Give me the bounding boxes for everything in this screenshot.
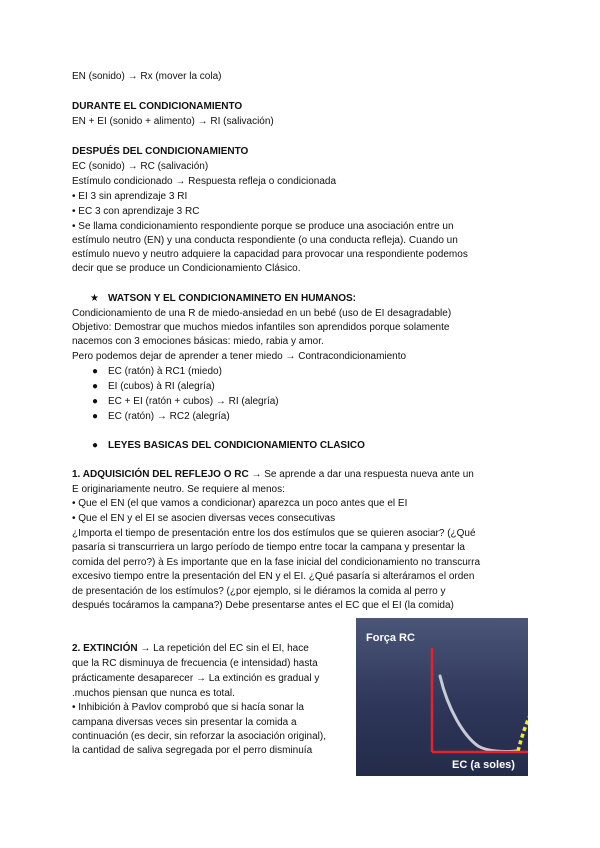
acquisition-line: después tocáramos la campana?) Debe presentarse antes el EC que el EI (la comida) (72, 600, 454, 611)
extinction-line: • Inhibición à Pavlov comprobó que si hacía sonar la (72, 702, 304, 713)
bullet-icon: ● (92, 396, 99, 407)
acquisition-line: de presentación de los estímulos? (¿por ejemplo, si le diéramos la comida al perro y (72, 586, 446, 597)
watson-line: Objetivo: Demostrar que muchos miedos infantiles son aprendidos porque solamente (72, 322, 450, 333)
laws-heading: LEYES BASICAS DEL CONDICIONAMIENTO CLASICO (108, 440, 365, 451)
extinction-figure (356, 618, 528, 776)
bullet-icon: ● (92, 381, 99, 392)
acquisition-line: comida del perro?) à Es importante que en la fase inicial del condicionamiento no transcurra (72, 557, 481, 568)
after-line: estímulo neutro (EN) y una conducta respondiente (o una conducta refleja). Cuando un (72, 235, 458, 246)
acquisition-line: pasaría si transcurriera un largo período de tiempo entre tocar la campana y presentar la (72, 542, 465, 553)
after-heading: DESPUÉS DEL CONDICIONAMIENTO (72, 146, 249, 157)
acquisition-line: • Que el EN y el EI se asocien diversas veces consecutivas (72, 513, 336, 524)
acquisition-line: excesivo tiempo entre la presentación del EN y el EI. ¿Qué pasaría si alteráramos el orden (72, 571, 475, 582)
extinction-intro: → La repetición del EC sin el EI, hace (137, 643, 309, 654)
after-line: decir que se produce un Condicionamiento Clásico. (72, 263, 301, 274)
x-axis-label: EC (a soles) (452, 759, 515, 771)
watson-line: Pero podemos dejar de aprender a tener miedo → Contracondicionamiento (72, 351, 407, 362)
extinction-line: que la RC disminuya de frecuencia (e intensidad) hasta (72, 658, 318, 669)
bullet-icon: ● (92, 366, 99, 377)
before-line: EN (sonido) → Rx (mover la cola) (72, 71, 222, 82)
extinction-heading-line (72, 642, 309, 656)
watson-bullet: EC (ratón) à RC1 (miedo) (108, 366, 222, 377)
acquisition-line: ¿Importa el tiempo de presentación entre los dos estímulos que se quieren asociar? (¿Qué (72, 528, 476, 539)
extinction-heading: 2. EXTINCIÓN (72, 643, 138, 654)
spontaneous-recovery-curve (518, 694, 528, 751)
extinction-line: campana diversas veces sin presentar la comida a (72, 717, 297, 728)
extinction-line: prácticamente desaparecer → La extinción es gradual y (72, 673, 320, 684)
acquisition-line: • Que el EN (el que vamos a condicionar) aparezca un poco antes que el EI (72, 498, 408, 509)
watson-line: nacemos con 3 emociones básicas: miedo, rabia y amor. (72, 336, 324, 347)
during-line: EN + EI (sonido + alimento) → RI (salivación) (72, 116, 274, 127)
acquisition-heading: 1. ADQUISICIÓN DEL REFLEJO O RC (72, 469, 249, 480)
extinction-line: la cantidad de saliva segregada por el perro disminuía (72, 745, 313, 756)
after-line: EC (sonido) → RC (salivación) (72, 161, 209, 172)
bullet-icon: ● (92, 411, 99, 422)
chart-title: Força RC (366, 632, 415, 644)
during-heading: DURANTE EL CONDICIONAMIENTO (72, 101, 243, 112)
after-line: estímulo nuevo y neutro adquiere la capacidad para provocar una respondiente podemos (72, 249, 468, 260)
after-line: • EI 3 sin aprendizaje 3 RI (72, 191, 188, 202)
watson-heading: WATSON Y EL CONDICIONAMINETO EN HUMANOS: (108, 293, 356, 304)
acquisition-line: E originariamente neutro. Se requiere al menos: (72, 484, 285, 495)
acquisition-heading-line (72, 468, 474, 482)
bullet-icon: ● (92, 440, 99, 451)
watson-bullet: EC (ratón) → RC2 (alegría) (108, 411, 230, 422)
watson-bullet: EC + EI (ratón + cubos) → RI (alegría) (108, 396, 279, 407)
after-line: • Se llama condicionamiento respondiente porque se produce una asociación entre un (72, 221, 454, 232)
acquisition-intro: → Se aprende a dar una respuesta nueva ante un (248, 469, 474, 480)
after-line: • EC 3 con aprendizaje 3 RC (72, 206, 200, 217)
star-icon: ★ (90, 293, 99, 304)
extinction-line: .muchos piensan que nunca es total. (72, 688, 235, 699)
extinction-line: continuación (es decir, sin reforzar la asociación original), (72, 731, 327, 742)
extinction-curve (440, 676, 516, 751)
watson-bullet: EI (cubos) à RI (alegría) (108, 381, 215, 392)
watson-line: Condicionamiento de una R de miedo-ansiedad en un bebé (uso de EI desagradable) (72, 308, 452, 319)
after-line: Estímulo condicionado → Respuesta refleja o condicionada (72, 176, 337, 187)
